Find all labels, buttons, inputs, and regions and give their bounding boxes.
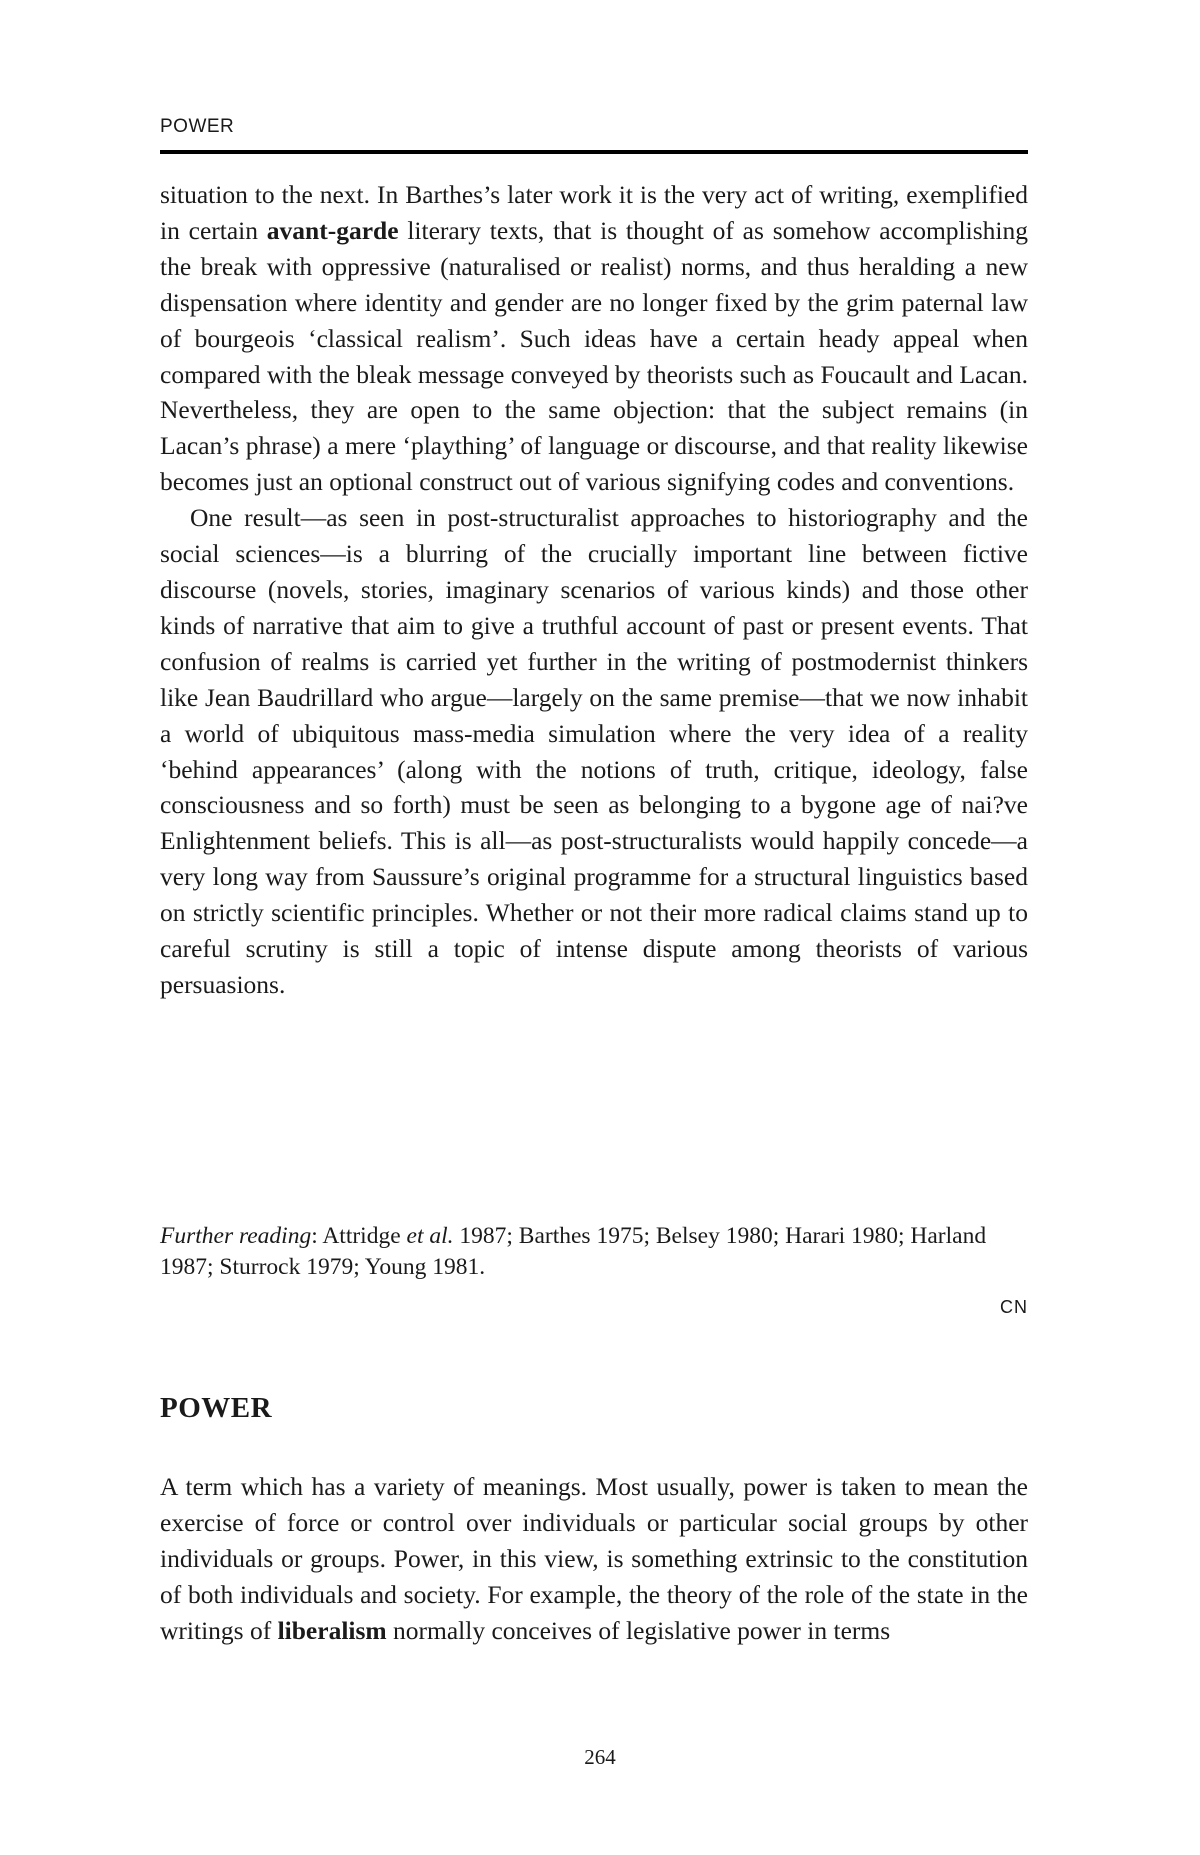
paragraph: One result—as seen in post-structuralist approaches to historiography and the social sciences—is a blurring of the crucially important line between fictive discourse (novels, stories, imaginary scenarios of various kinds) and those other kinds of narrative that aim to give a truthful account of past or present events. That confusion of realms is carried yet further in the writing of postmodernist thinkers like Jean Baudrillard who argue—largely on the same premise—that we now inhabit a world of ubiquitous mass-media simulation where the very idea of a reality ‘behind appearances’ (along with the notions of truth, critique, ideology, false consciousness and so forth) must be seen as belonging to a bygone age of nai?ve Enlightenment beliefs. This is all—as post-structuralists would happily concede—a very long way from Saussure’s original programme for a structural linguistics based on strictly scientific principles. Whether or not their more radical claims stand up to careful scrutiny is still a topic of intense dispute among theorists of various persuasions. xyxy=(160,503,1028,999)
page-number: 264 xyxy=(584,1745,616,1769)
entry-title: POWER xyxy=(160,1392,273,1424)
cross-reference-term: avant-garde xyxy=(266,215,399,245)
cross-reference-term: liberalism xyxy=(277,1615,387,1645)
further-reading-label: Further reading xyxy=(160,1223,312,1249)
header-rule xyxy=(160,150,1028,154)
text-run: A term which has a variety of meanings. Most usually, power is taken to mean the exercise of force or control over individuals or particular social groups by other individuals or groups. Power, in this view, is something extrinsic to the constitution of both individuals and society. For example, the theory of the role of the state in the writings of xyxy=(160,1472,1028,1645)
paragraph xyxy=(160,177,1028,500)
text-run: normally conceives of legislative power in terms xyxy=(386,1615,891,1645)
text-run: : Attridge xyxy=(311,1223,407,1249)
running-head: POWER xyxy=(160,116,235,137)
entry-body xyxy=(160,1469,1028,1649)
text-run: et al. xyxy=(406,1223,454,1249)
paragraph xyxy=(160,1469,1028,1649)
author-initials: CN xyxy=(1000,1297,1028,1317)
further-reading xyxy=(160,1221,1028,1283)
text-run: literary texts, that is thought of as somehow accomplishing the break with oppressive (naturalised or realist) norms, and thus heralding a new dispensation where identity and gender are no longer fixed by the grim paternal law of bourgeois ‘classical realism’. Such ideas have a certain heady appeal when compared with the bleak message conveyed by theorists such as Foucault and Lacan. Nevertheless, they are open to the same objection: that the subject remains (in Lacan’s phrase) a mere ‘plaything’ of language or discourse, and that reality likewise becomes just an optional construct out of various signifying codes and conventions. xyxy=(160,215,1028,497)
article-continuation xyxy=(160,177,1028,1003)
text-run: 1987; Barthes 1975; Belsey 1980; Harari 1980; Harland 1987; Sturrock 1979; Young 1981. xyxy=(160,1223,987,1280)
text-run: situation to the next. In Barthes’s later work it is the very act of writing, exemplified in certain xyxy=(160,180,1028,245)
